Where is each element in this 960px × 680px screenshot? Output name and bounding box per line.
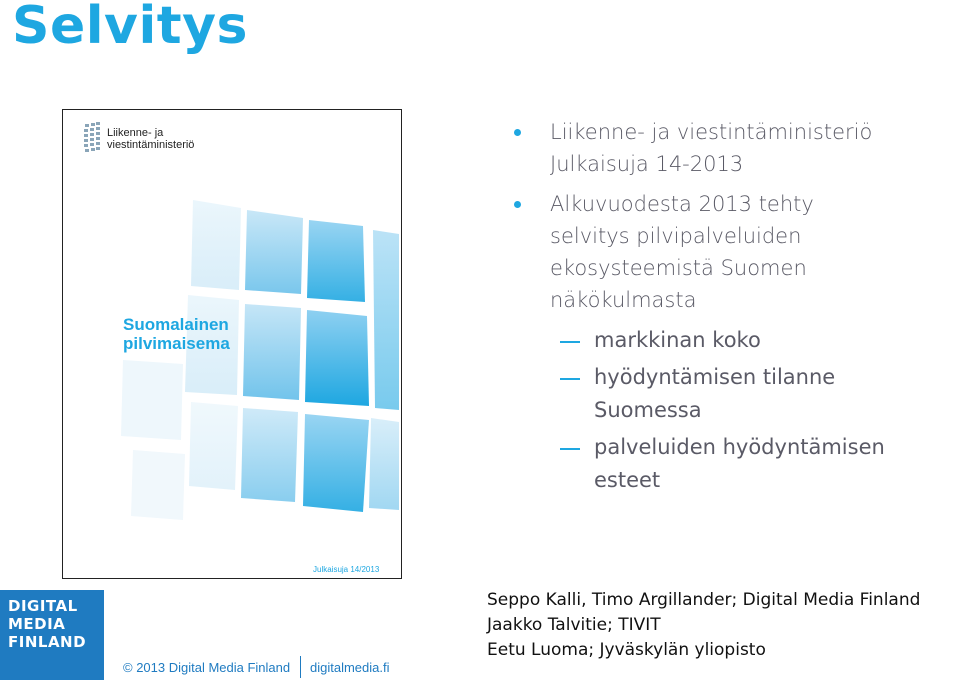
bullet-item: Liikenne- ja viestintäministeriö Julkaisuja 14-2013 [512, 116, 952, 180]
bullet-list [512, 116, 952, 501]
subbullet-item: palveluiden hyödyntämisen esteet [512, 431, 952, 497]
footer-divider [300, 656, 301, 678]
ministry-name: Liikenne- ja viestintäministeriö [107, 127, 195, 151]
footer-copyright: © 2013 Digital Media Finland [123, 660, 291, 675]
dash-icon [560, 378, 580, 380]
digital-media-finland-logo: DIGITAL MEDIA FINLAND [0, 590, 104, 680]
subbullet-item: hyödyntämisen tilanne Suomessa [512, 361, 952, 427]
author-line: Seppo Kalli, Timo Argillander; Digital Media Finland [487, 590, 921, 610]
cover-series-label: Julkaisuja 14/2013 [313, 565, 380, 574]
authors-list [487, 588, 957, 663]
cover-title: Suomalainen pilvimaisema [123, 315, 230, 353]
bullet-item: Alkuvuodesta 2013 tehty selvitys pilvipalveluiden ekosysteemistä Suomen näkökulmasta [512, 188, 952, 316]
footer-website-link[interactable]: digitalmedia.fi [310, 660, 390, 675]
bullet-dot-icon [514, 201, 521, 208]
author-line: Eetu Luoma; Jyväskylän yliopisto [487, 640, 766, 660]
cover-artwork [63, 110, 402, 579]
subbullet-item: markkinan koko [512, 324, 952, 357]
dash-icon [560, 448, 580, 450]
ministry-logo [83, 122, 194, 156]
author-line: Jaakko Talvitie; TIVIT [487, 615, 661, 635]
dash-icon [560, 341, 580, 343]
ministry-emblem-icon [83, 122, 101, 156]
slide-title: Selvitys [12, 0, 248, 56]
bullet-dot-icon [514, 129, 521, 136]
report-cover [62, 109, 402, 579]
